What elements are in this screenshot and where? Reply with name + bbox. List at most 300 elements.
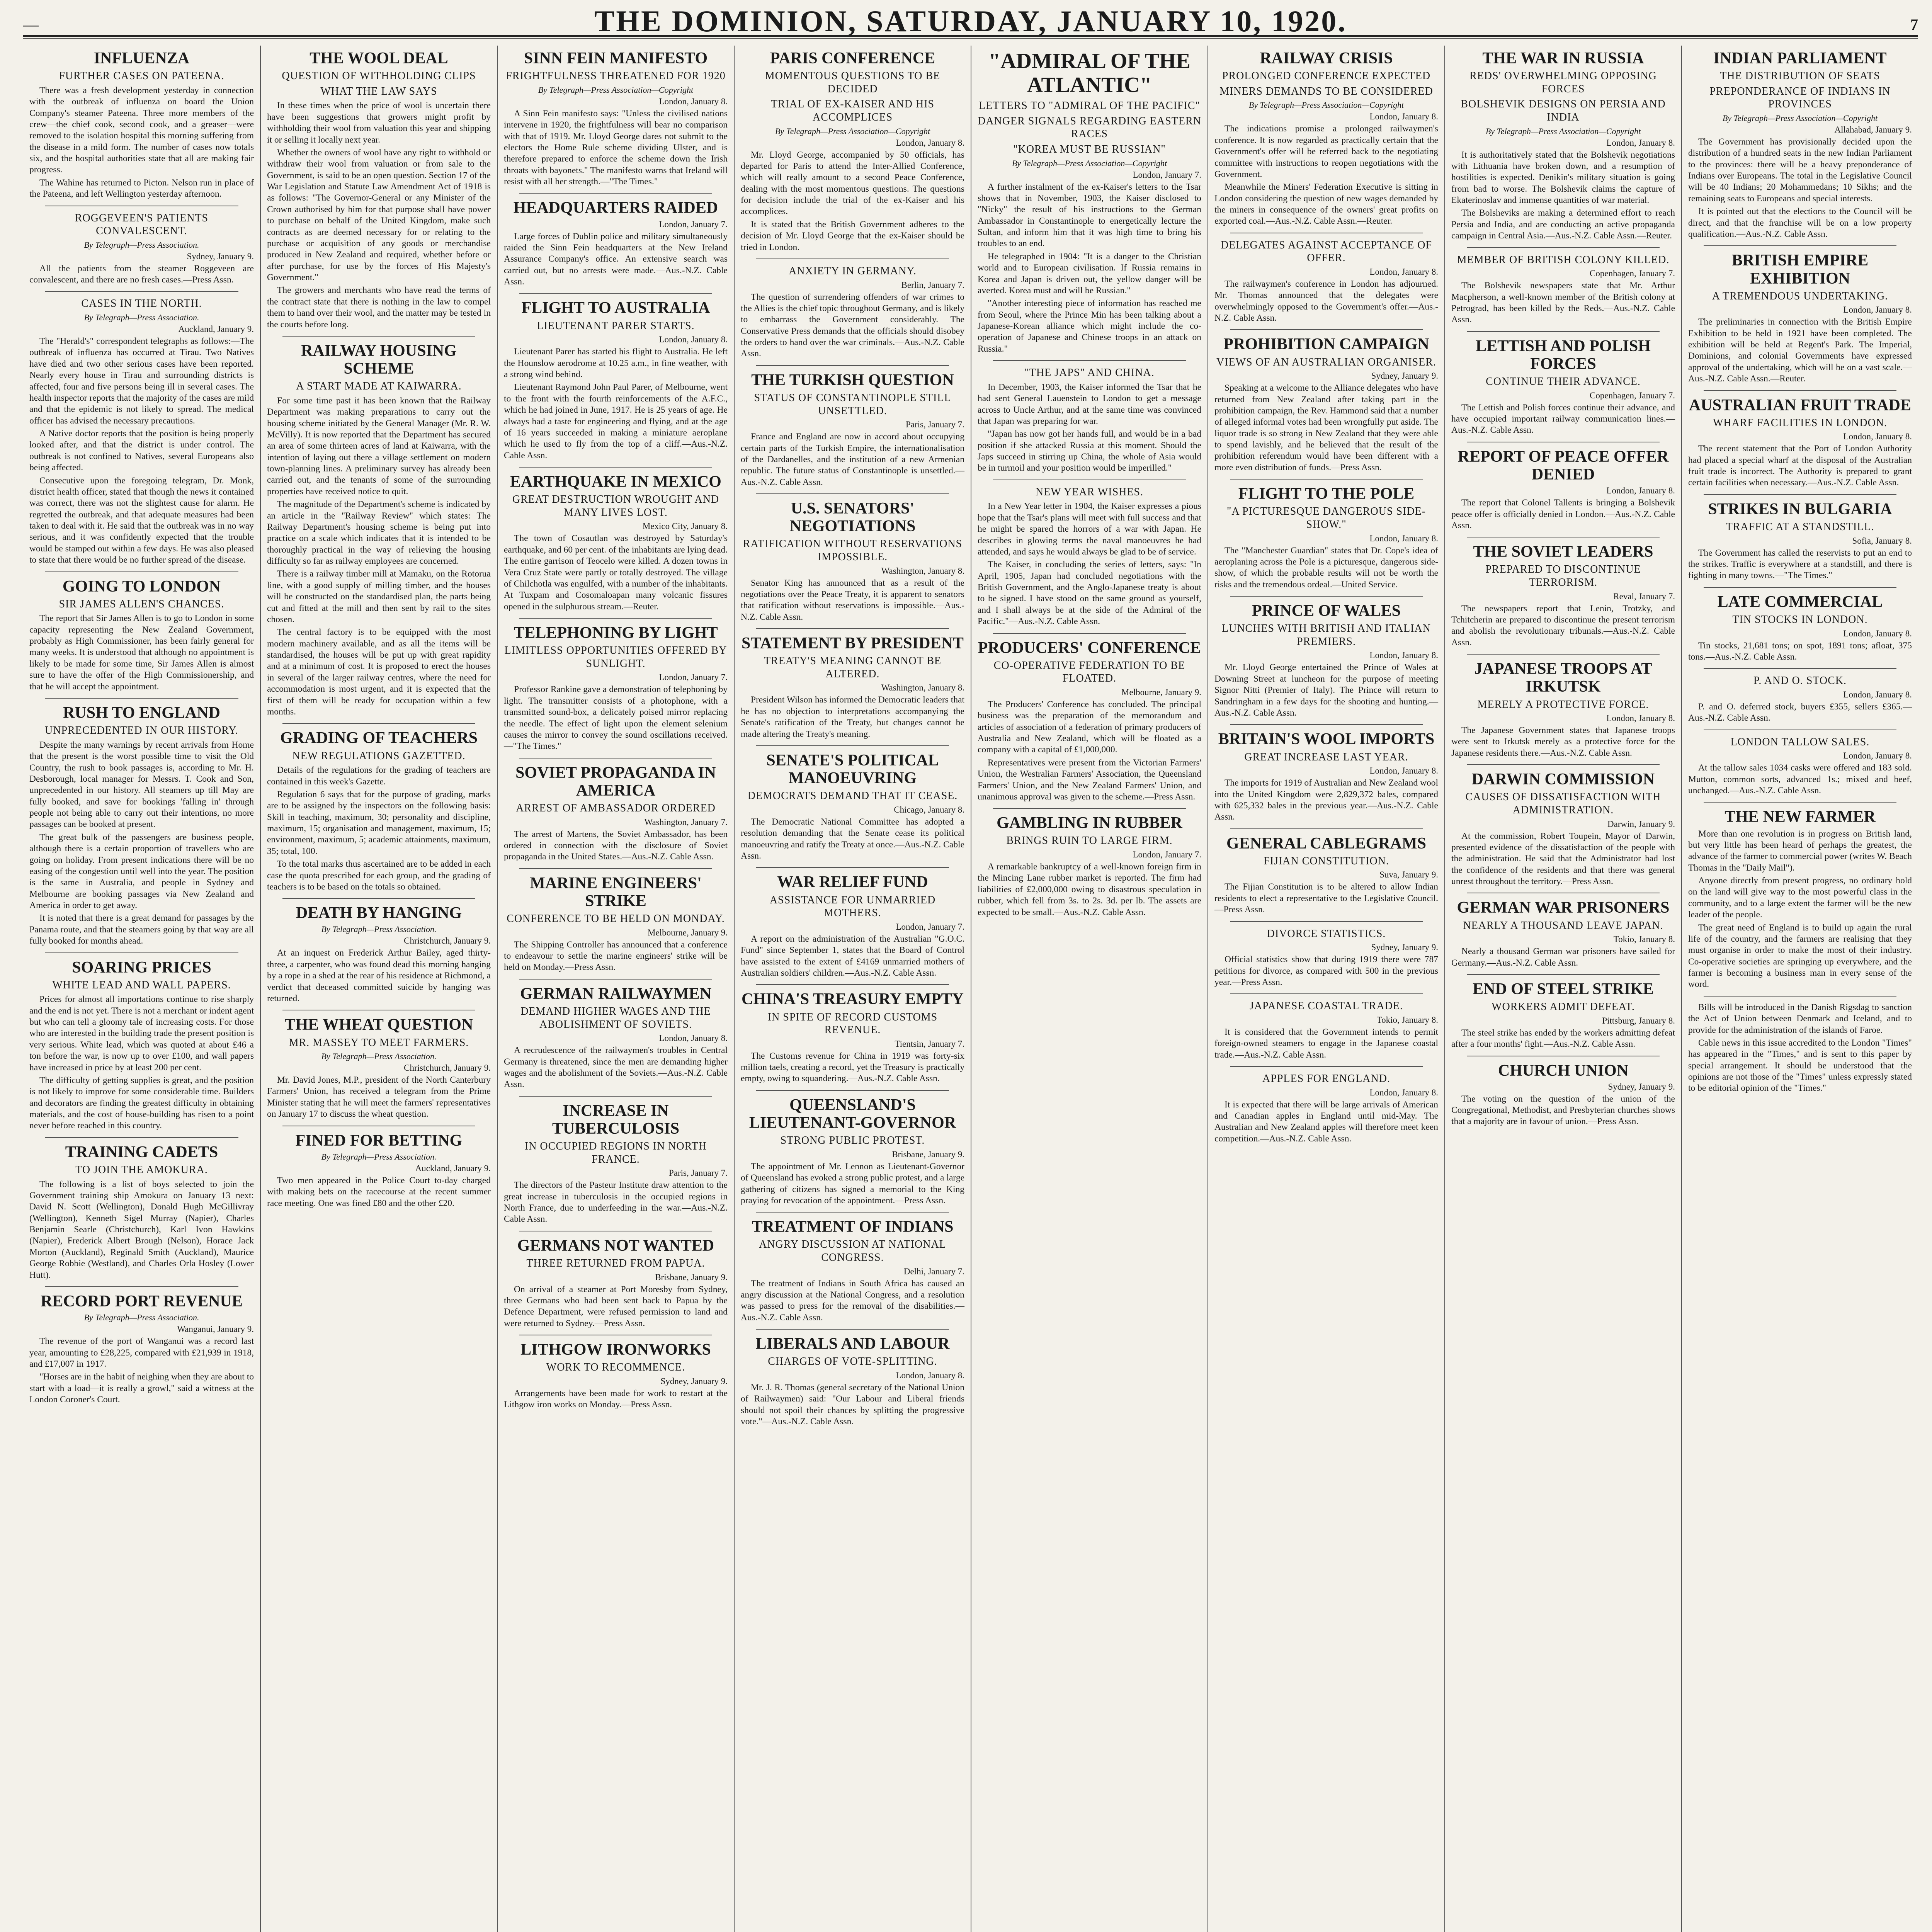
article-subhead: IN OCCUPIED REGIONS IN NORTH FRANCE. <box>524 1140 707 1165</box>
article-paragraph: The "Manchester Guardian" states that Dr. Cope's idea of aeroplaning across the Pole is a picturesque, dangerous side-show, of which the probable results will not be worth the risks and the tremendous ordeal.—United Service. <box>1214 545 1438 590</box>
article-divider <box>45 291 238 292</box>
article <box>741 493 964 623</box>
article <box>741 259 964 360</box>
article-paragraph: A remarkable bankruptcy of a well-known foreign firm in the Mincing Lane rubber market is reported. The firm had liabilities of £2,000,000 owing to disastrous speculation in rubber, which fell from 3s. to 2s. 3d. per lb. The assets are expected to be small.—Aus.-N.Z. Cable Assn. <box>978 862 1201 917</box>
article-dateline: Washington, January 8. <box>881 683 964 693</box>
article <box>29 206 254 286</box>
article-paragraph: Two men appeared in the Police Court to-day charged with making bets on the racecourse at the recent summer race meeting. One was fined £80 and the other £20. <box>267 1175 491 1208</box>
article-paragraph: "Japan has now got her hands full, and would be in a bad position if she attacked Russia at this moment. Should the Japs succeed in stirring up China, the whole of Asia would be in turmoil and your position would be imperilled." <box>978 429 1201 473</box>
article <box>1688 49 1912 240</box>
article-dateline: Sydney, January 9. <box>660 1376 728 1386</box>
article-dateline: Paris, January 7. <box>668 1168 728 1178</box>
article-subhead: MINERS DEMANDS TO BE CONSIDERED <box>1219 85 1433 97</box>
article-headline: GRADING OF TEACHERS <box>280 729 478 747</box>
article-paragraph: Official statistics show that during 1919 there were 787 petitions for divorce, as compared with 500 in the previous year.—Press Assn. <box>1214 954 1438 987</box>
article-divider <box>1704 494 1896 495</box>
article-subhead: MEMBER OF BRITISH COLONY KILLED. <box>1457 253 1670 266</box>
article-dateline: London, January 8. <box>1606 486 1675 496</box>
article-subhead: CASES IN THE NORTH. <box>81 298 202 310</box>
article-subhead: FRIGHTFULNESS THREATENED FOR 1920 <box>506 70 726 82</box>
article <box>29 571 254 692</box>
article <box>741 1212 964 1323</box>
article-divider <box>1704 245 1896 246</box>
article-divider <box>1704 587 1896 588</box>
news-column-6 <box>1208 46 1444 1932</box>
article-headline: FLIGHT TO THE POLE <box>1238 485 1415 503</box>
article-subhead: LIMITLESS OPPORTUNITIES OFFERED BY SUNLIGHT. <box>504 645 727 670</box>
article-paragraph: Consecutive upon the foregoing telegram, Dr. Monk, district health officer, stated that though the news it contained was correct, there was not the slightest cause for alarm. He regretted the outbreak, and that adequate measures had been taken to deal with it. He said that the outbreak was in no way serious, and it was confidently expected that the trouble would be stamped out within a few days. He was also pleased to state that there would be no further spread of the disease. <box>29 475 254 565</box>
article <box>1451 764 1675 887</box>
article-divider <box>1704 996 1896 997</box>
article-subhead: ARREST OF AMBASSADOR ORDERED <box>516 802 716 814</box>
article-headline: JAPANESE TROOPS AT IRKUTSK <box>1474 660 1652 696</box>
article-paragraph: More than one revolution is in progress on British land, but very little has been heard of perhaps the greatest, the advance of the farmer to commercial power (writes W. Beach Thomas in the "Daily Mail"). <box>1688 828 1912 873</box>
article <box>978 808 1201 918</box>
article-subhead: RATIFICATION WITHOUT RESERVATIONS IMPOSSIBLE. <box>743 538 963 563</box>
article <box>1451 974 1675 1050</box>
article-dateline: London, January 7. <box>1133 850 1201 860</box>
masthead-title: THE DOMINION, SATURDAY, JANUARY 10, 1920. <box>594 4 1347 38</box>
article-dateline: Wanganui, January 9. <box>177 1324 254 1334</box>
article-headline: CHURCH UNION <box>1498 1061 1629 1080</box>
article-paragraph: The report that Sir James Allen is to go to London in some capacity representing the New Zealand Government, probably as High Commissioner, has been fairly general for many weeks. It is understood that although no appointment is likely to be made for some time, Sir James Allen is almost sure to have the offer of the High Commissionership, and that he will accept the appointment. <box>29 613 254 692</box>
article-subhead: GREAT INCREASE LAST YEAR. <box>1244 751 1408 763</box>
article-headline: INCREASE IN TUBERCULOSIS <box>552 1102 680 1138</box>
article-paragraph: Representatives were present from the Victorian Farmers' Union, the Westralian Farmers' Association, the Queensland Farmers' Union, and the New Zealand Farmers' Union, and unanimous approval was given to the scheme.—Press Assn. <box>978 757 1201 802</box>
article-headline: GOING TO LONDON <box>62 577 221 595</box>
article-headline: FINED FOR BETTING <box>295 1131 463 1150</box>
article-dateline: Sofia, January 8. <box>1852 536 1912 546</box>
article <box>741 628 964 740</box>
article-headline: STATEMENT BY PRESIDENT <box>742 634 964 653</box>
article-subhead: GREAT DESTRUCTION WROUGHT AND MANY LIVES LOST. <box>512 493 719 519</box>
news-column-7 <box>1444 46 1681 1932</box>
article-subhead: DEMAND HIGHER WAGES AND THE ABOLISHMENT OF SOVIETS. <box>520 1005 711 1031</box>
article-subhead: ASSISTANCE FOR UNMARRIED MOTHERS. <box>769 894 936 919</box>
article-dateline: Suva, January 9. <box>1379 870 1438 880</box>
article-subhead: PREPARED TO DISCONTINUE TERRORISM. <box>1485 563 1641 589</box>
article-paragraph: A further instalment of the ex-Kaiser's letters to the Tsar shows that in November, 1903, the Kaiser disclosed to "Nicky" the result of his instructions to the German Ambassador in Constantinople to energetically lecture the Sultan, and inform him that it was high time to bring his troubles to an end. <box>978 182 1201 249</box>
article-headline: BRITISH EMPIRE EXHIBITION <box>1731 252 1869 287</box>
news-column-3 <box>497 46 734 1932</box>
article-headline: SOVIET PROPAGANDA IN AMERICA <box>515 764 716 799</box>
article-divider <box>45 1137 238 1138</box>
article-subhead: QUESTION OF WITHHOLDING CLIPS <box>282 70 476 82</box>
article-paragraph: Anyone directly from present progress, no ordinary hold on the land will give way to the most powerful class in the community, and to a large extent the farmer will be the new leader of the people. <box>1688 876 1912 920</box>
article-headline: SOARING PRICES <box>72 958 211 976</box>
news-columns <box>23 46 1918 1932</box>
article-subhead: MR. MASSEY TO MEET FARMERS. <box>289 1036 469 1049</box>
article-paragraph: The preliminaries in connection with the British Empire Exhibition to be held in 1921 have been completed. The exhibition will be held at Regent's Park. The Imperial, Dominions, and colonial Governments have expressed approval of the undertaking, which will be on a vast scale.—Aus.-N.Z. Cable Assn.—Reuter. <box>1688 317 1912 384</box>
article-subhead: IN SPITE OF RECORD CUSTOMS REVENUE. <box>767 1011 938 1036</box>
article-divider <box>1230 479 1423 480</box>
article-dateline: Washington, January 7. <box>644 817 728 827</box>
article-dateline: London, January 8. <box>896 1370 964 1380</box>
article-paragraph: The steel strike has ended by the workers admitting defeat after a four months' fight.—Aus.-N.Z. Cable Assn. <box>1451 1027 1675 1049</box>
article-divider <box>282 723 475 724</box>
article <box>1451 247 1675 326</box>
article-subhead: DANGER SIGNALS REGARDING EASTERN RACES <box>978 115 1201 140</box>
article-paragraph: "Horses are in the habit of neighing when they are about to start with a load—it is really a growl," said a witness at the London Coroner's Court. <box>29 1372 254 1405</box>
article-paragraph: Cable news in this issue accredited to the London "Times" has appeared in the "Times," and is sent to this paper by special arrangement. It should be understood that the opinions are not those of the "Times" unless expressly stated to be editorial opinion of the "Times." <box>1688 1037 1912 1094</box>
article <box>1688 587 1912 663</box>
article <box>267 723 491 893</box>
news-column-4 <box>734 46 971 1932</box>
article-dateline: London, January 8. <box>1369 533 1438 543</box>
article-paragraph: The central factory is to be equipped with the most modern machinery available, and as all the items will be standardised, the houses will be put up with great rapidity and at a minimum of cost. It is proposed to erect the houses in several of the larger railway centres, where the need for accommodation is most urgent, and it is expected that the first of them will be ready for occupation within a few months. <box>267 627 491 717</box>
article-paragraph: The Shipping Controller has announced that a conference to endeavour to settle the marine engineers' strike will be held on Monday.—Press Assn. <box>504 939 728 973</box>
article-subhead: "KOREA MUST BE RUSSIAN" <box>1013 143 1166 155</box>
article-paragraph: Senator King has announced that as a result of the negotiations over the Peace Treaty, it is apparent to senators that ratification without reservations is impossible.—Aus.-N.Z. Cable Assn. <box>741 578 964 622</box>
article-subhead: TREATY'S MEANING CANNOT BE ALTERED. <box>764 655 942 680</box>
article-paragraph: Lieutenant Raymond John Paul Parer, of Melbourne, went to the front with the fourth reinforcements of the A.F.C., which he had joined in June, 1917. He is 25 years of age. He always had a taste for engineering and flying, and at the age of 16 years succeeded in making a miniature aeroplane which he used to fly from the top of a cliff.—Aus.-N.Z. Cable Assn. <box>504 382 728 461</box>
article-divider <box>993 633 1186 634</box>
article-dateline: Copenhagen, January 7. <box>1590 269 1675 279</box>
article <box>504 193 728 287</box>
article-subhead: ANXIETY IN GERMANY. <box>789 265 917 277</box>
article-dateline: London, January 8. <box>1369 1087 1438 1097</box>
article-paragraph: Tin stocks, 21,681 tons; on spot, 1891 tons; afloat, 375 tons.—Aus.-N.Z. Cable Assn. <box>1688 640 1912 662</box>
article-subhead: BRINGS RUIN TO LARGE FIRM. <box>1006 835 1173 847</box>
article-subhead: STATUS OF CONSTANTINOPLE STILL UNSETTLED. <box>754 391 951 417</box>
article-subhead: VIEWS OF AN AUSTRALIAN ORGANISER. <box>1216 356 1436 368</box>
article <box>267 1126 491 1209</box>
article-paragraph: On arrival of a steamer at Port Moresby from Sydney, three Germans who had been sent back to Papua by the Defence Department, were refused permission to land and were returned to Sydney.—Press Assn. <box>504 1284 728 1328</box>
article-paragraph: At an inquest on Frederick Arthur Bailey, aged thirty-three, a carpenter, who was found dead this morning hanging by a rope in a shed at the rear of his residence at Richmond, a verdict that deceased committed suicide by hanging was returned. <box>267 948 491 1003</box>
article-headline: CHINA'S TREASURY EMPTY <box>742 990 964 1009</box>
article-paragraph: The Government has provisionally decided upon the distribution of a hundred seats in the new Indian Parliament to the provinces: there will be a heavy preponderance of Indians over Europeans. The total in the Legislative Council will be 40 Indians; 20 Mohammedans; 10 Sikhs; and the remaining seats to Europeans and special interests. <box>1688 136 1912 204</box>
article-subhead: STRONG PUBLIC PROTEST. <box>780 1134 925 1147</box>
article-headline: BRITAIN'S WOOL IMPORTS <box>1218 730 1435 748</box>
article-subhead: BOLSHEVIK DESIGNS ON PERSIA AND INDIA <box>1461 98 1666 123</box>
article-divider <box>45 698 238 699</box>
article-headline: THE WHEAT QUESTION <box>284 1016 473 1034</box>
article-headline: PARIS CONFERENCE <box>770 49 935 67</box>
article-dateline: Berlin, January 7. <box>901 280 964 290</box>
article <box>1688 996 1912 1094</box>
article-dateline: London, January 8. <box>659 96 728 106</box>
article-dateline: Auckland, January 9. <box>178 324 254 334</box>
article-paragraph: He telegraphed in 1904: "It is a danger to the Christian world and to European civilisation. If Russia remains in Korea and Japan is driven out, the yellow danger will be averted. Korea must and will be Russian." <box>978 251 1201 296</box>
article <box>29 1137 254 1281</box>
article-paragraph: The Government has called the reservists to put an end to the strikes. Traffic is everywhere at a standstill, and there is fighting in many towns.—"The Times." <box>1688 548 1912 581</box>
masthead-left-mark: — <box>23 16 39 33</box>
article <box>1214 993 1438 1061</box>
article-credit: By Telegraph—Press Association—Copyright <box>1012 158 1167 168</box>
article <box>504 1335 728 1411</box>
article-paragraph: There was a fresh development yesterday in connection with the outbreak of influenza on board the Union Company's steamer Pateena. Three more members of the crew—the chief cook, second cook, and a greaser—were removed to the isolation hospital this morning suffering from the disease in a mild form. The number of cases now totals six, and the hospital authorities state that all are making fair progress. <box>29 85 254 175</box>
article-paragraph: It is noted that there is a great demand for passages by the Panama route, and that the steamers going by that way are all fully booked for months ahead. <box>29 913 254 946</box>
article-dateline: London, January 8. <box>659 1033 728 1043</box>
article-subhead: FIJIAN CONSTITUTION. <box>1264 855 1389 867</box>
article-headline: U.S. SENATORS' NEGOTIATIONS <box>789 500 916 536</box>
article-headline: GENERAL CABLEGRAMS <box>1226 834 1426 852</box>
article-divider <box>45 1286 238 1287</box>
article-headline: THE SOVIET LEADERS <box>1473 543 1653 561</box>
article-headline: GAMBLING IN RUBBER <box>997 814 1182 832</box>
article-headline: END OF STEEL STRIKE <box>1473 980 1654 998</box>
article <box>1214 828 1438 916</box>
article-headline: SENATE'S POLITICAL MANOEUVRING <box>766 751 939 787</box>
article-divider <box>1467 974 1660 975</box>
article <box>741 745 964 862</box>
article <box>1214 329 1438 473</box>
article <box>741 1329 964 1427</box>
article-paragraph: Mr. Lloyd George entertained the Prince of Wales at Downing Street at luncheon for the purpose of meeting Signor Nitti (Premier of Italy). The Prince will return to Sandringham in a few days for the shooting and hunting.—Aus.-N.Z. Cable Assn. <box>1214 662 1438 718</box>
article-dateline: Delhi, January 7. <box>903 1266 964 1276</box>
article-credit: By Telegraph—Press Association—Copyright <box>1722 113 1878 123</box>
article-subhead: WORKERS ADMIT DEFEAT. <box>1492 1001 1635 1013</box>
article-subhead: MERELY A PROTECTIVE FORCE. <box>1477 698 1649 711</box>
article-paragraph: The indications promise a prolonged railwaymen's conference. It is now regarded as practically certain that the Government's offer will be referred back to the negotiating committee with instructions to reopen negotiations with the Government. <box>1214 124 1438 179</box>
article-paragraph: The great bulk of the passengers are business people, although there is a certain proportion of travellers who are going on holiday. From present indications there will be no easing of the congestion until well into the year. The position is the same in Australia, and people in Sydney and Melbourne are booking passages via New Zealand and America in order to get away. <box>29 832 254 910</box>
article <box>741 365 964 488</box>
article-paragraph: Lieutenant Parer has started his flight to Australia. He left the Hounslow aerodrome at 10.25 a.m., in fine weather, with a strong wind behind. <box>504 347 728 379</box>
article-paragraph: Whether the owners of wool have any right to withhold or withdraw their wool from valuation or from sale to the Government, is said to be an open question. Section 17 of the War Legislation and Statute Law Amendment Act of 1918 is as follows: "The Governor-General or any Minister of the Crown authorised by him for that purpose shall have power to purchase on behalf of the United Kingdom, make such contracts as are deemed necessary for or relating to the purchase or acquisition of any goods or merchandise produced in New Zealand and required, whether before or after purchase, for use by the forces of His Majesty's Government." <box>267 147 491 282</box>
article-subhead: MOMENTOUS QUESTIONS TO BE DECIDED <box>765 70 940 95</box>
article-paragraph: Despite the many warnings by recent arrivals from Home that the present is the worst possible time to visit the Old Country, the rush to book passages is, according to Mr. H. Desborough, local manager for Messrs. T. Cook and Son, unprecedented in our history. All steamers up till May are fully booked, and save for bookings 'falling in' through people not being able to carry out their intentions, no more passages can be booked at present. <box>29 740 254 830</box>
article-dateline: London, January 8. <box>659 335 728 345</box>
article-divider <box>993 360 1186 361</box>
article-subhead: TIN STOCKS IN LONDON. <box>1732 613 1868 626</box>
article-dateline: Chicago, January 8. <box>894 804 964 815</box>
article-paragraph: Prices for almost all importations continue to rise sharply and the end is not yet. There is not a merchant or indent agent but who can tell a gloomy tale of increasing costs. For those who are interested in the building trade the present position is very serious. White lead, which was quoted at about £46 a ton before the war, is now up to over £100, and wall papers have increased in price by at least 200 per cent. <box>29 994 254 1073</box>
article-subhead: TRIAL OF EX-KAISER AND HIS ACCOMPLICES <box>770 98 935 123</box>
article-dateline: Melbourne, January 9. <box>1121 687 1201 697</box>
article <box>29 952 254 1132</box>
article-paragraph: The imports for 1919 of Australian and New Zealand wool into the United Kingdom were 2,829,372 bales, compared with 625,332 bales in the previous year.—Aus.-N.Z. Cable Assn. <box>1214 778 1438 822</box>
article-dateline: Allahabad, January 9. <box>1834 124 1912 134</box>
article-subhead: DEMOCRATS DEMAND THAT IT CEASE. <box>747 790 958 802</box>
article-credit: By Telegraph—Press Association. <box>84 240 199 250</box>
article-divider <box>1230 596 1423 597</box>
article-dateline: London, January 8. <box>896 138 964 148</box>
article-paragraph: A Native doctor reports that the position is being properly looked after, and that the district is under control. The outbreak is not confined to Natives, several Europeans also being affected. <box>29 429 254 473</box>
article-subhead: A TREMENDOUS UNDERTAKING. <box>1712 290 1888 302</box>
article <box>978 360 1201 474</box>
article <box>1451 442 1675 532</box>
article-paragraph: Large forces of Dublin police and military simultaneously raided the Sinn Fein headquarters at the New Ireland Assurance Company's office. An extensive search was carried out, but no arrests were made.—Aus.-N.Z. Cable Assn. <box>504 231 728 287</box>
article-headline: PROHIBITION CAMPAIGN <box>1223 335 1429 354</box>
article-headline: THE WOOL DEAL <box>310 49 448 67</box>
article-paragraph: The Customs revenue for China in 1919 was forty-six million taels, creating a record, yet the Treasury is practically empty, owing to squandering.—Aus.-N.Z. Cable Assn. <box>741 1051 964 1084</box>
article-divider <box>519 1096 712 1097</box>
article-paragraph: In a New Year letter in 1904, the Kaiser expresses a pious hope that the Tsar's plans will meet with full success and that he might be spared the horrors of a war with Japan. He describes in glowing terms the naval manoeuvres he had attended, and says he would always be glad to be of service. <box>978 501 1201 557</box>
article-headline: PRODUCERS' CONFERENCE <box>978 639 1201 657</box>
article <box>1688 494 1912 582</box>
article-subhead: SIR JAMES ALLEN'S CHANCES. <box>59 598 224 610</box>
article-paragraph: Speaking at a welcome to the Alliance delegates who have returned from New Zealand after taking part in the prohibition campaign, the Rev. Hammond said that a number of alleged informal votes had been wrongfully put aside. The liquor trade is so strong in New Zealand that they were able to spend lavishly, and he believed that the result of the prohibition referendum would have been different with a more even distribution of funds.—Press Assn. <box>1214 383 1438 473</box>
article <box>1688 802 1912 990</box>
article-headline: SINN FEIN MANIFESTO <box>524 49 708 67</box>
article-subhead: JAPANESE COASTAL TRADE. <box>1250 1000 1403 1012</box>
article-headline: THE TURKISH QUESTION <box>751 371 954 389</box>
article-subhead: LIEUTENANT PARER STARTS. <box>537 320 695 332</box>
article-subhead: NEW REGULATIONS GAZETTED. <box>292 750 466 762</box>
article-subhead: NEARLY A THOUSAND LEAVE JAPAN. <box>1463 919 1663 932</box>
article-paragraph: Nearly a thousand German war prisoners have sailed for Germany.—Aus.-N.Z. Cable Assn. <box>1451 946 1675 968</box>
article-subhead: DIVORCE STATISTICS. <box>1267 927 1386 940</box>
page-number: 7 <box>1910 16 1918 33</box>
article-headline: FLIGHT TO AUSTRALIA <box>521 299 710 317</box>
article-paragraph: It is pointed out that the elections to the Council will be direct, and that the franchise will be on a low property qualification.—Aus.-N.Z. Cable Assn. <box>1688 206 1912 239</box>
article-divider <box>519 293 712 294</box>
article-subhead: WHAT THE LAW SAYS <box>320 85 437 97</box>
article-divider <box>1467 654 1660 655</box>
article-paragraph: The arrest of Martens, the Soviet Ambassador, has been ordered in connection with the disclosure of Soviet propaganda in the United States.—Aus.-N.Z. Cable Assn. <box>504 829 728 862</box>
article-dateline: Mexico City, January 8. <box>642 521 728 531</box>
article <box>741 49 964 253</box>
article-paragraph: The report that Colonel Tallents is bringing a Bolshevik peace offer is officially denied in London.—Aus.-N.Z. Cable Assn. <box>1451 498 1675 531</box>
article-paragraph: It is considered that the Government intends to permit foreign-owned steamers to engage in the Japanese coastal trade.—Aus.-N.Z. Cable Assn. <box>1214 1027 1438 1060</box>
article-divider <box>1704 390 1896 391</box>
article <box>1214 233 1438 324</box>
article-paragraph: It is authoritatively stated that the Bolshevik negotiations with Lithuania have broken down, and a resumption of hostilities is expected. Denikin's military situation is going from bad to worse. The Bolshevik claims the capture of Ekaterinoslav and immense quantities of war material. <box>1451 150 1675 206</box>
article-headline: THE NEW FARMER <box>1725 808 1876 826</box>
article-subhead: P. AND O. STOCK. <box>1753 675 1847 687</box>
article-paragraph: Regulation 6 says that for the purpose of grading, marks are to be assigned by the inspectors on the following basis: Skill in teaching, maximum, 30; personality and discipline, maximum, 15; organisation and management, maximum, 15; environment, maximum, 5; academic attainments, maximum, 35; total, 100. <box>267 789 491 856</box>
article-dateline: London, January 8. <box>1606 138 1675 148</box>
article-credit: By Telegraph—Press Association—Copyright <box>1485 126 1641 136</box>
article-headline: RECORD PORT REVENUE <box>41 1292 243 1310</box>
article-headline: GERMAN WAR PRISONERS <box>1457 899 1670 917</box>
article-paragraph: P. and O. deferred stock, buyers £355, sellers £365.—Aus.-N.Z. Cable Assn. <box>1688 701 1912 723</box>
article-divider <box>1230 1066 1423 1067</box>
article-divider <box>45 952 238 953</box>
article-paragraph: Mr. J. R. Thomas (general secretary of the National Union of Railwaymen) said: "Our Labour and Liberal friends should not spoil their chances by splitting the progressive vote."—Aus.-N.Z. Cable Assn. <box>741 1382 964 1427</box>
article-headline: RUSH TO ENGLAND <box>63 704 220 722</box>
article-headline: TREATMENT OF INDIANS <box>752 1218 954 1236</box>
article-headline: RAILWAY CRISIS <box>1260 49 1393 67</box>
masthead-rule <box>23 38 1918 39</box>
article-dateline: London, January 7. <box>659 219 728 229</box>
article-subhead: ROGGEVEEN'S PATIENTS CONVALESCENT. <box>75 212 209 237</box>
article <box>1214 49 1438 227</box>
article-paragraph: "Another interesting piece of information has reached me from Seoul, where the Prince Min has been talking about a Japanese-Korean alliance which might include the co-operation of Japanese and Chinese troops in an attack on Russia." <box>978 298 1201 354</box>
article-dateline: London, January 7. <box>659 672 728 682</box>
article-headline: STRIKES IN BULGARIA <box>1708 500 1892 518</box>
article-credit: By Telegraph—Press Association. <box>84 1313 199 1323</box>
article-paragraph: The "Herald's" correspondent telegraphs as follows:—The outbreak of influenza has occurred at Tirau. Two Natives have died and two other serious cases have been reported. Nearly every house in Tirau and surrounding districts is affected, four and five persons being ill in several cases. The health inspector reports that the majority of the cases are mild and that the epidemic is not likely to spread. The medical officer has advised the necessary precautions. <box>29 336 254 426</box>
article <box>978 633 1201 803</box>
article-dateline: Darwin, January 9. <box>1607 819 1675 829</box>
article-paragraph: The appointment of Mr. Lennon as Lieutenant-Governor of Queensland has evoked a strong public protest, and a large gathering of citizens has signed a memorial to the King praying for revocation of the appointment.—Press Assn. <box>741 1161 964 1206</box>
article-paragraph: Arrangements have been made for work to restart at the Lithgow iron works on Monday.—Press Assn. <box>504 1388 728 1410</box>
article-dateline: Tientsin, January 7. <box>895 1039 964 1049</box>
article <box>29 698 254 947</box>
article-paragraph: Professor Rankine gave a demonstration of telephoning by light. The transmitter consists of a photophone, with a transmitted sound-box, a delicately poised mirror replacing the needle. The effect of light upon the element selenium causes the mirror to convey the sound oscillations received.—"The Times." <box>504 684 728 752</box>
article-paragraph: Bills will be introduced in the Danish Rigsdag to sanction the Act of Union between Denmark and Iceland, and to provide for the administration of the islands of Faroe. <box>1688 1002 1912 1035</box>
article-subhead: WHARF FACILITIES IN LONDON. <box>1713 417 1888 429</box>
article <box>267 336 491 718</box>
article <box>741 1090 964 1206</box>
article <box>978 49 1201 355</box>
article-paragraph: The Kaiser, in concluding the series of letters, says: "In April, 1905, Japan had concluded negotiations with the British Government, and the Anglo-Japanese treaty is about to be signed. I have stood on the same ground as yourself, and I shall always be at the side of the Admiral of the Pacific."—Aus.-N.Z. Cable Assn. <box>978 560 1201 627</box>
article <box>504 467 728 612</box>
article-paragraph: A recrudescence of the railwaymen's troubles in Central Germany is threatened, since the men are demanding higher wages and the abolishment of the Soviets.—Aus.-N.Z. Cable Assn. <box>504 1045 728 1090</box>
article-credit: By Telegraph—Press Association—Copyright <box>1248 100 1404 110</box>
article-divider <box>756 984 949 985</box>
article <box>504 868 728 973</box>
article-subhead: WHITE LEAD AND WALL PAPERS. <box>52 979 231 991</box>
article <box>1214 724 1438 823</box>
article-headline: GERMAN RAILWAYMEN <box>520 985 712 1003</box>
article <box>1688 668 1912 724</box>
article-subhead: APPLES FOR ENGLAND. <box>1262 1072 1390 1085</box>
article-subhead: FURTHER CASES ON PATEENA. <box>59 70 224 82</box>
article-divider <box>756 745 949 746</box>
article-divider <box>756 1212 949 1213</box>
article <box>267 1010 491 1120</box>
article-credit: By Telegraph—Press Association. <box>321 1051 437 1061</box>
article-credit: By Telegraph—Press Association. <box>321 1151 437 1162</box>
article-divider <box>993 808 1186 809</box>
article-headline: TELEPHONING BY LIGHT <box>514 624 718 642</box>
article-paragraph: Mr. Lloyd George, accompanied by 50 officials, has departed for Paris to attend the Inter-Allied Conference, which will really amount to a second Peace Conference, dealing with the most momentous questions. The questions for decision include the trial of the ex-Kaiser and his accomplices. <box>741 150 964 217</box>
article-subhead: UNPRECEDENTED IN OUR HISTORY. <box>45 724 238 737</box>
article-paragraph: The town of Cosautlan was destroyed by Saturday's earthquake, and 60 per cent. of the inhabitants are lying dead. The entire garrison of Teocelo were killed. A dozen towns in Vera Cruz State were partly or totally destroyed. The village of Chilchotla was engulfed, with a number of the inhabitants. At Tuxpam and Cosomaloapan many volcanic fissures opened in the sulphurous stream.—Reuter. <box>504 533 728 612</box>
article-subhead: ANGRY DISCUSSION AT NATIONAL CONGRESS. <box>759 1238 946 1264</box>
article-divider <box>519 618 712 619</box>
article-subhead: CHARGES OF VOTE-SPLITTING. <box>768 1355 937 1368</box>
article-dateline: London, January 8. <box>1369 112 1438 122</box>
article-paragraph: The great need of England is to build up again the rural life of the country, and the farmers are realising that they must organise in order to make the most of their industry. Co-operative societies are springing up everywhere, and the farmer is becoming a business man in every sense of the word. <box>1688 922 1912 990</box>
article-paragraph: The Producers' Conference has concluded. The principal business was the preparation of the memorandum and articles of association of a federation of primary producers of Australia and New Zealand, which will be floated as a company with a capital of £1,000,000. <box>978 699 1201 755</box>
news-column-1 <box>23 46 260 1932</box>
article-subhead: TO JOIN THE AMOKURA. <box>75 1163 208 1176</box>
article-dateline: London, January 8. <box>1606 713 1675 723</box>
article-paragraph: The voting on the question of the union of the Congregational, Methodist, and Presbyterian churches shows that a majority are in favour of union.—Press Assn. <box>1451 1094 1675 1127</box>
article <box>504 1231 728 1329</box>
article-subhead: REDS' OVERWHELMING OPPOSING FORCES <box>1469 70 1657 95</box>
article-subhead: WORK TO RECOMMENCE. <box>546 1361 685 1374</box>
article-paragraph: Details of the regulations for the grading of teachers are contained in this week's Gazette. <box>267 765 491 787</box>
article-credit: By Telegraph—Press Association. <box>84 313 199 323</box>
article <box>504 618 728 752</box>
article <box>1451 893 1675 969</box>
article-dateline: Reval, January 7. <box>1613 591 1675 601</box>
article <box>741 984 964 1085</box>
article <box>504 49 728 187</box>
article-headline: EARTHQUAKE IN MEXICO <box>510 473 721 491</box>
article-headline: REPORT OF PEACE OFFER DENIED <box>1458 447 1669 483</box>
article-paragraph: It is stated that the British Government adheres to the decision of Mr. Lloyd George that the ex-Kaiser should be tried in London. <box>741 219 964 252</box>
article-paragraph: The magnitude of the Department's scheme is indicated by an article in the "Railway Review" which states: The Railway Department's housing scheme is being put into practice on a scale which indicates that it is intended to be thoroughly practical in the way of relieving the housing difficulty so far as railway employees are concerned. <box>267 499 491 566</box>
article <box>504 293 728 461</box>
article-divider <box>1467 764 1660 765</box>
article-dateline: London, January 8. <box>1843 751 1912 761</box>
article <box>741 867 964 979</box>
article-paragraph: Mr. David Jones, M.P., president of the North Canterbury Farmers' Union, has received a telegram from the Prime Minister stating that he will meet the farmers' representatives on January 17 to discuss the wheat question. <box>267 1075 491 1119</box>
article-divider <box>282 336 475 337</box>
article-dateline: Paris, January 7. <box>905 420 964 430</box>
article-headline: "ADMIRAL OF THE ATLANTIC" <box>988 49 1190 97</box>
article-dateline: London, January 8. <box>1369 766 1438 776</box>
article <box>1214 479 1438 590</box>
article-subhead: "A PICTURESQUE DANGEROUS SIDE-SHOW." <box>1226 505 1426 531</box>
article-subhead: THREE RETURNED FROM PAPUA. <box>526 1257 705 1269</box>
article-divider <box>1704 802 1896 803</box>
article-dateline: London, January 8. <box>1843 689 1912 699</box>
article-divider <box>756 1090 949 1091</box>
article-divider <box>1467 247 1660 248</box>
article-dateline: Brisbane, January 9. <box>892 1149 964 1159</box>
article-paragraph: The Wahine has returned to Picton. Nelson run in place of the Pateena, and left Wellington yesterday afternoon. <box>29 177 254 199</box>
article-paragraph: For some time past it has been known that the Railway Department was making preparations to carry out the housing scheme initiated by the General Manager (Mr. R. W. McVilly). It is now reported that the Department has secured an area of some thirteen acres of land at Kaiwarra, with the intention of laying out there a village settlement on modern town-planning lines. A preliminary survey has already been carried out, and the tenants of some of the surrounding properties have received notice to quit. <box>267 395 491 497</box>
news-column-8 <box>1681 46 1918 1932</box>
article <box>29 49 254 200</box>
article-divider <box>519 758 712 759</box>
